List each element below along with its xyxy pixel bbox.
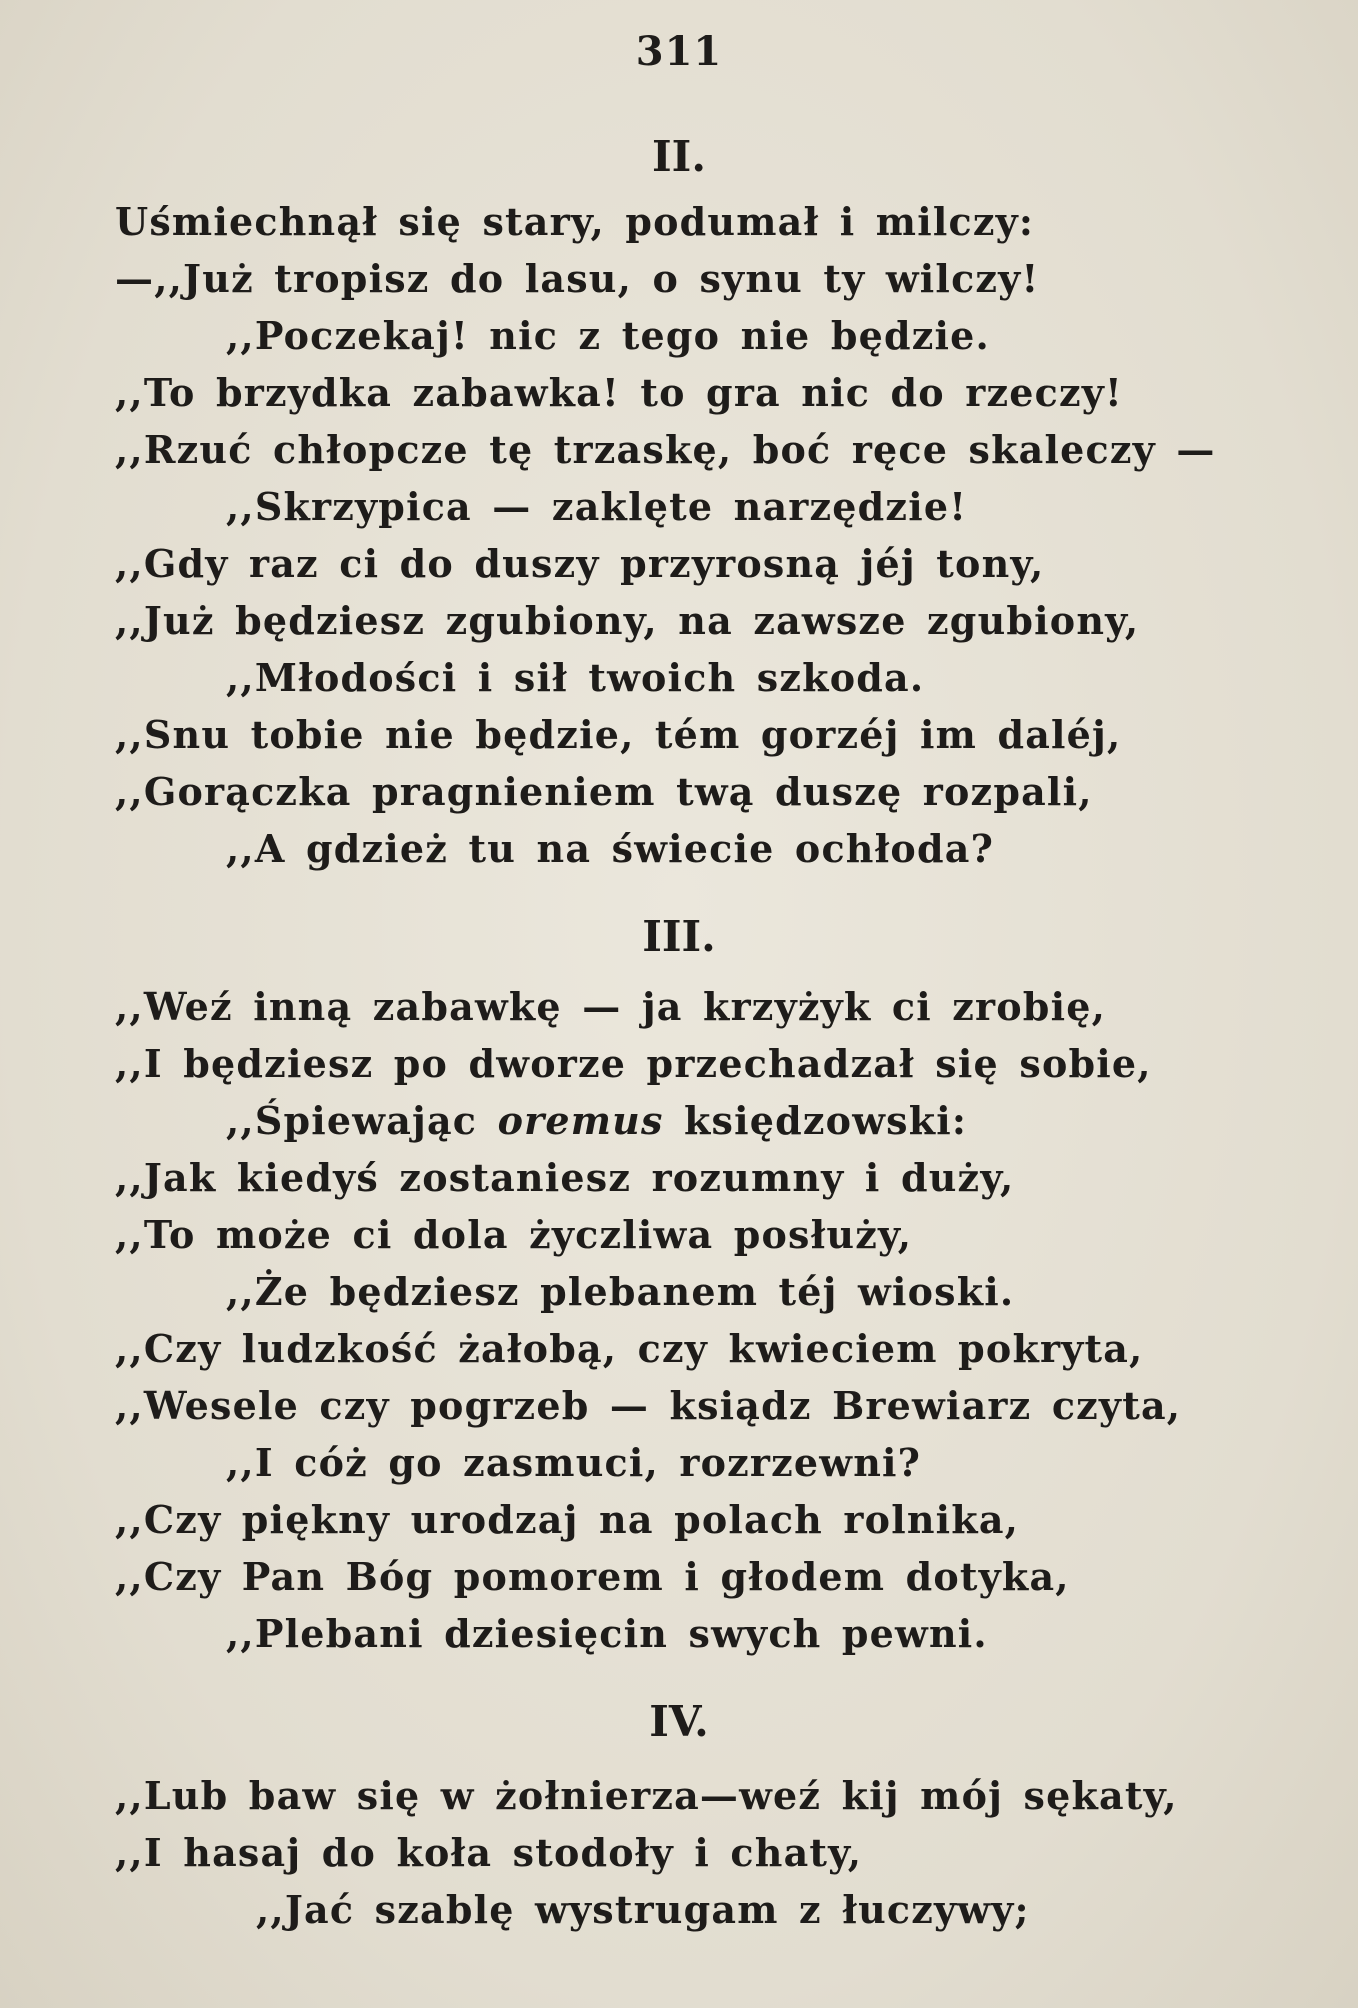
verse-line: ,,To brzydka zabawka! to gra nic do rzeczy! <box>115 370 1123 415</box>
verse-line: ,,Czy ludzkość żałobą, czy kwieciem pokryta, <box>115 1326 1144 1371</box>
verse-text: ,,Śpiewając <box>226 1098 478 1143</box>
section-heading-ii: II. <box>652 132 706 181</box>
verse-line: ,,Weź inną zabawkę — ja krzyżyk ci zrobię, <box>115 984 1107 1029</box>
verse-line: ,,Wesele czy pogrzeb — ksiądz Brewiarz czyta, <box>115 1383 1182 1428</box>
verse-line: ,,A gdzież tu na świecie ochłoda? <box>226 826 995 871</box>
verse-line: ,,I hasaj do koła stodoły i chaty, <box>115 1830 863 1875</box>
section-heading-iii: III. <box>642 912 716 961</box>
verse-line: ,,Gorączka pragnieniem twą duszę rozpali, <box>115 769 1093 814</box>
verse-line: ,,Że będziesz plebanem téj wioski. <box>226 1269 1015 1314</box>
verse-text: księdzowski: <box>684 1098 968 1143</box>
verse-line: ,,I cóż go zasmuci, rozrzewni? <box>226 1440 922 1485</box>
verse-line: ,,Czy Pan Bóg pomorem i głodem dotyka, <box>115 1554 1070 1599</box>
verse-line: ,,Młodości i sił twoich szkoda. <box>226 655 925 700</box>
verse-line: ,,Gdy raz ci do duszy przyrosną jéj tony, <box>115 541 1045 586</box>
page-number: 311 <box>635 28 723 75</box>
verse-line: ,,Rzuć chłopcze tę trzaskę, boć ręce skaleczy — <box>115 427 1216 472</box>
verse-line: —,,Już tropisz do lasu, o synu ty wilczy! <box>115 256 1040 301</box>
italic-word: oremus <box>497 1098 664 1143</box>
verse-line: ,,Czy piękny urodzaj na polach rolnika, <box>115 1497 1020 1542</box>
verse-line: ,,Poczekaj! nic z tego nie będzie. <box>226 313 990 358</box>
verse-line: ,,Już będziesz zgubiony, na zawsze zgubiony, <box>115 598 1140 643</box>
verse-line-with-italic <box>226 1098 968 1143</box>
verse-line: ,,To może ci dola życzliwa posłuży, <box>115 1212 913 1257</box>
verse-line: ,,I będziesz po dworze przechadzał się sobie, <box>115 1041 1152 1086</box>
verse-line: ,,Jak kiedyś zostaniesz rozumny i duży, <box>115 1155 1015 1200</box>
verse-line: ,,Lub baw się w żołnierza—weź kij mój sękaty, <box>115 1773 1178 1818</box>
verse-line: ,,Plebani dziesięcin swych pewni. <box>226 1611 988 1656</box>
verse-line: ,,Jać szablę wystrugam z łuczywy; <box>256 1887 1030 1932</box>
verse-line: ,,Snu tobie nie będzie, tém gorzéj im daléj, <box>115 712 1122 757</box>
verse-line: ,,Skrzypica — zaklęte narzędzie! <box>226 484 968 529</box>
verse-line: Uśmiechnął się stary, podumał i milczy: <box>115 199 1035 244</box>
section-heading-iv: IV. <box>649 1697 709 1746</box>
